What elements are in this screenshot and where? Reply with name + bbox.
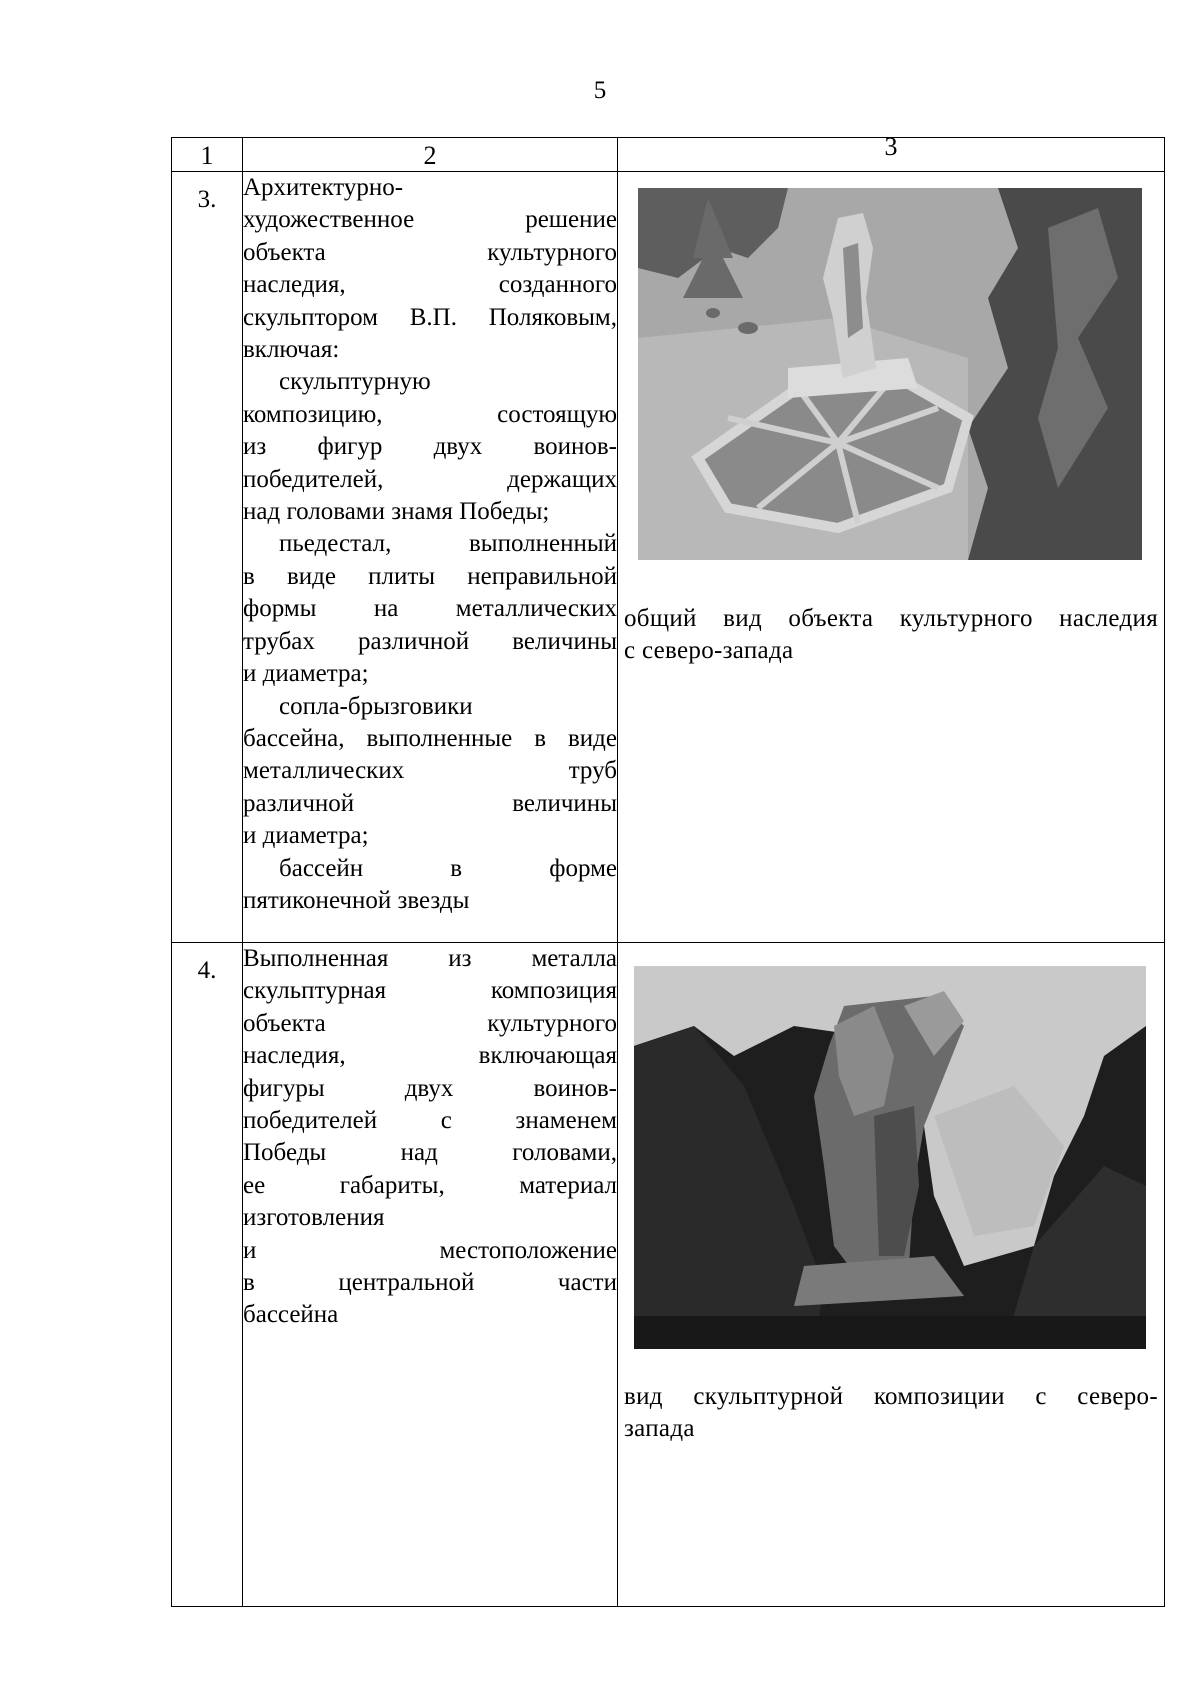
header-description: 2 (423, 141, 437, 170)
header-cell (172, 138, 243, 172)
table-row (172, 943, 1165, 1607)
description-line: пятиконечной звезды (243, 886, 470, 914)
photo-illustration (638, 188, 1142, 560)
description-line: бассейн в форме (279, 854, 617, 882)
photo-caption (624, 603, 1158, 667)
description-line: пьедестал, выполненный (279, 530, 617, 558)
table-row (172, 172, 1165, 943)
description-line: трубах различной величины (243, 627, 617, 655)
header-cell (618, 132, 1165, 172)
description-line: Победы над головами, (243, 1139, 617, 1167)
description-line: и диаметра; (243, 660, 369, 688)
description-line: в виде плиты неправильной (243, 562, 617, 590)
row-photo-cell (618, 172, 1165, 943)
description-line: Выполненная из металла (243, 945, 617, 972)
caption-line: общий вид объекта культурного наследия (624, 605, 1158, 632)
description-line: и диаметра; (243, 822, 369, 850)
description-line: композицию, состоящую (243, 400, 617, 428)
description-line: фигуры двух воинов- (243, 1074, 617, 1102)
description-line: изготовления (243, 1204, 385, 1232)
photo-caption (624, 1381, 1158, 1445)
description-line: скульптурную (279, 368, 431, 396)
description-line: скульптором В.П. Поляковым, (243, 303, 617, 331)
description-line: скульптурная композиция (243, 977, 617, 1005)
description-line: в центральной части (243, 1269, 617, 1297)
description-line: из фигур двух воинов- (243, 433, 617, 461)
description-line: различной величины (243, 789, 617, 817)
row-description (243, 943, 618, 1607)
description-line: объекта культурного (243, 1009, 617, 1037)
caption-line: запада (624, 1415, 695, 1442)
caption-line: с северо-запада (624, 637, 794, 664)
description-line: включая: (243, 336, 340, 364)
sculpture-photo-closeup (634, 966, 1146, 1349)
description-line: победителей, держащих (243, 465, 617, 493)
description-line: и местоположение (243, 1236, 617, 1264)
photo-illustration (634, 966, 1146, 1349)
description-line: сопла-брызговики (279, 692, 473, 720)
description-line: бассейна, выполненные в виде (243, 724, 617, 752)
page-number: 5 (593, 77, 607, 104)
table-header-row (172, 138, 1165, 172)
description-line: металлических труб (243, 757, 617, 785)
header-cell (243, 138, 618, 172)
description-line: формы на металлических (243, 595, 617, 623)
monument-photo-overview (638, 188, 1142, 560)
description-line: бассейна (243, 1301, 339, 1329)
description-line: объекта культурного (243, 238, 617, 266)
description-line: художественное решение (243, 206, 617, 234)
description-line: Архитектурно- (243, 174, 404, 201)
description-line: наследия, включающая (243, 1042, 617, 1070)
row-description (243, 172, 618, 943)
description-line: наследия, созданного (243, 271, 617, 299)
header-number: 1 (200, 141, 214, 170)
description-line: победителей с знаменем (243, 1107, 617, 1135)
row-number: 3. (172, 172, 243, 943)
monument-table (171, 132, 1165, 1607)
caption-line: вид скульптурной композиции с северо- (624, 1383, 1158, 1410)
row-photo-cell (618, 943, 1165, 1607)
header-photo: 3 (884, 132, 898, 161)
description-line: ее габариты, материал (243, 1171, 617, 1199)
row-number: 4. (172, 943, 243, 1607)
description-line: над головами знамя Победы; (243, 498, 550, 526)
